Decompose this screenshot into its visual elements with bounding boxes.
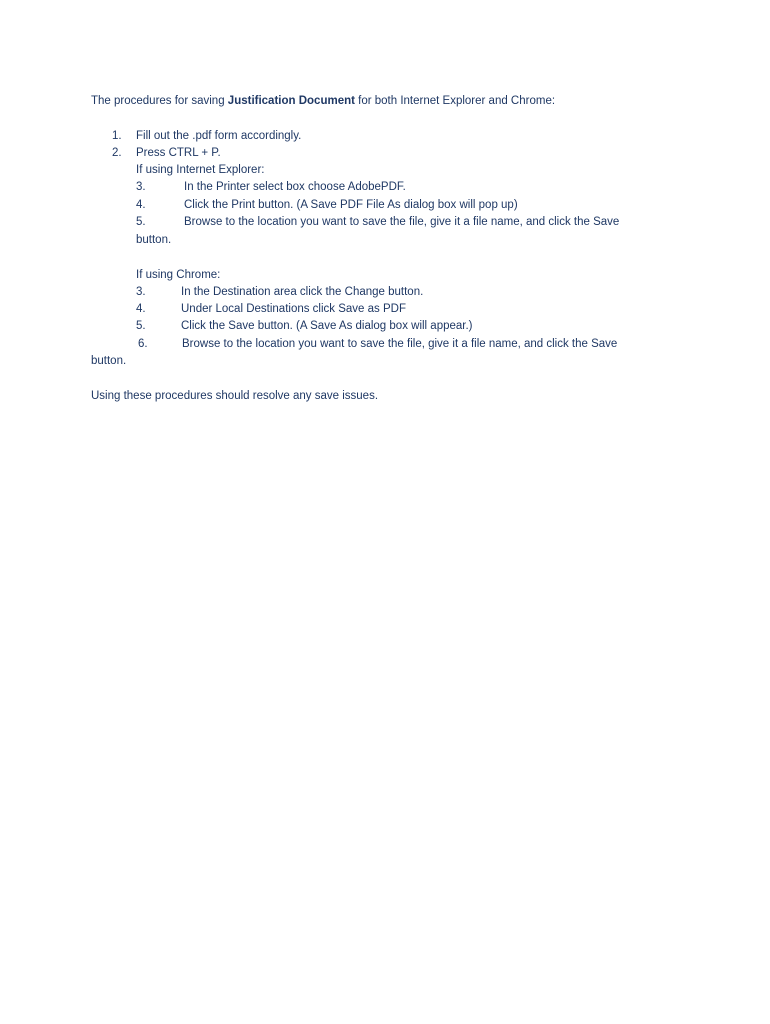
list-item-text: Browse to the location you want to save the file, give it a file name, and click the Save — [184, 216, 620, 228]
list-item-text: Click the Save button. (A Save As dialog box will appear.) — [181, 320, 473, 332]
list-item-text: Browse to the location you want to save the file, give it a file name, and click the Save — [182, 338, 618, 350]
list-item-text: Under Local Destinations click Save as PDF — [181, 303, 406, 315]
list-item-number: 5. — [136, 320, 146, 332]
intro-paragraph — [91, 93, 555, 110]
list-item-text: Fill out the .pdf form accordingly. — [136, 130, 302, 142]
list-item-number: 1. — [112, 130, 122, 142]
intro-text-before: The procedures for saving — [91, 95, 228, 107]
list-item-text: Press CTRL + P. — [136, 147, 221, 159]
list-item-continuation: button. — [136, 234, 172, 246]
intro-text-after: for both Internet Explorer and Chrome: — [354, 95, 556, 107]
list-item-number: 3. — [136, 286, 146, 298]
list-item-text: In the Printer select box choose AdobePDF. — [184, 181, 406, 193]
list-item-number: 4. — [136, 199, 146, 211]
list-item-number: 3. — [136, 181, 146, 193]
closing-paragraph: Using these procedures should resolve any save issues. — [91, 390, 379, 402]
list-item-text: In the Destination area click the Change button. — [181, 286, 424, 298]
ie-heading: If using Internet Explorer: — [136, 164, 265, 176]
chrome-heading: If using Chrome: — [136, 269, 221, 281]
list-item-number: 6. — [138, 338, 148, 350]
list-item-number: 5. — [136, 216, 146, 228]
list-item-number: 2. — [112, 147, 122, 159]
list-item-text: Click the Print button. (A Save PDF File As dialog box will pop up) — [184, 199, 518, 211]
list-item-number: 4. — [136, 303, 146, 315]
list-item-continuation: button. — [91, 355, 127, 367]
intro-document-name: Justification Document — [227, 95, 355, 107]
